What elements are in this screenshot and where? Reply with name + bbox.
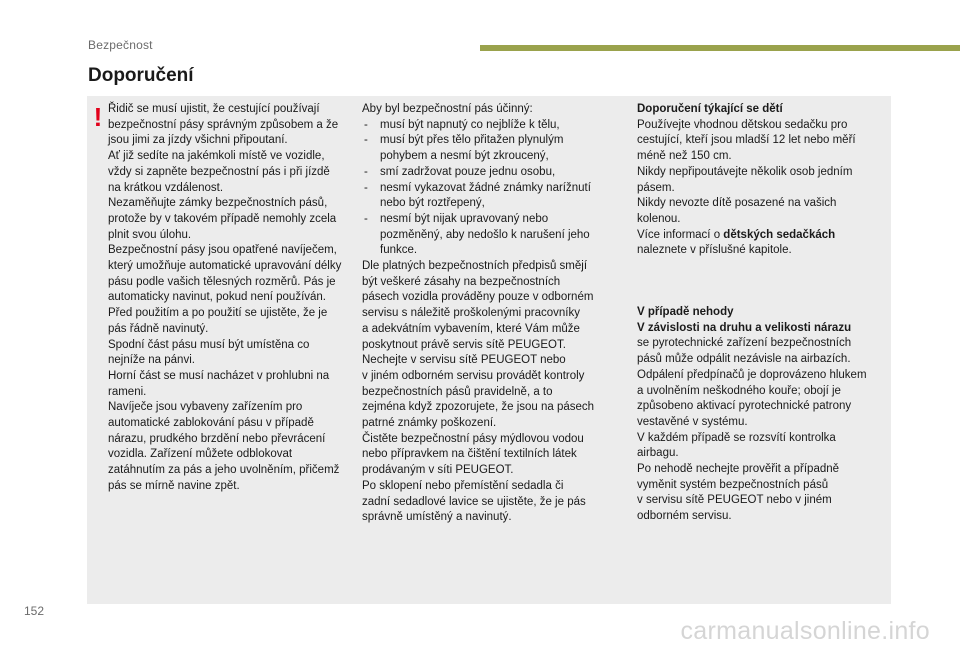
text-line: pásem.: [637, 181, 675, 194]
text-line: pásu podle vašich tělesných rozměrů. Pás je: [108, 275, 336, 288]
text-line: Před použitím a po použití se ujistěte, že je: [108, 307, 328, 320]
column-3-children: [637, 102, 882, 259]
text-line: Horní část se musí nacházet v prohlubni na: [108, 369, 330, 382]
text-line: cestující, kteří jsou mladší 12 let nebo měří: [637, 134, 856, 147]
text-line: pásů může odpálit nezávisle na airbazích.: [637, 353, 851, 366]
accident-subheading: V závislosti na druhu a velikosti nárazu: [637, 321, 852, 334]
text-line: a uvolněním neškodného kouře; obojí je: [637, 384, 841, 397]
accident-body: [637, 336, 882, 524]
text-line: pásech vozidla prováděny pouze v odborném: [362, 291, 594, 304]
list-item: - musí být přes tělo přitažen plynulým pohybem a nesmí být zkroucený,: [362, 133, 610, 164]
text-line: protože by v takovém případě nemohly zcela: [108, 212, 337, 225]
children-heading: Doporučení týkající se dětí: [637, 103, 783, 115]
children-body: [637, 118, 882, 228]
text-line: vestavěné v systému.: [637, 415, 748, 428]
page-number: 152: [24, 604, 45, 618]
text-line: nárazu, prudkého brzdění nebo převrácení: [108, 432, 326, 445]
text-line: méně než 150 cm.: [637, 150, 732, 163]
column-2-body: [362, 259, 610, 526]
text-line: pás se mírně navine zpět.: [108, 479, 240, 492]
list-item: - musí být napnutý co nejblíže k tělu,: [362, 118, 610, 134]
column-3-accident: [637, 305, 882, 525]
text-line: nebo přípravkem na čištění textilních látek: [362, 448, 577, 461]
column-2-intro: Aby byl bezpečnostní pás účinný:: [362, 103, 533, 115]
text-line: jsou jimi za jízdy všichni připoutaní.: [108, 134, 288, 147]
more-info-link-text: dětských sedačkách: [723, 228, 836, 241]
text-line: Řidič se musí ujistit, že cestující používají: [108, 103, 320, 115]
text-line: automaticky navinut, pokud není používán.: [108, 291, 327, 304]
text-line: pás řádně navinutý.: [108, 322, 209, 335]
text-line: Nikdy nevozte dítě posazené na vašich: [637, 197, 837, 210]
text-line: vždy si zapněte bezpečnostní pás i při jízdě: [108, 165, 330, 178]
text-line: prodávaným v síti PEUGEOT.: [362, 464, 514, 477]
text-line: V každém případě se rozsvítí kontrolka: [637, 431, 836, 444]
list-item: - nesmí vykazovat žádné známky narížnutí nebo být roztřepený,: [362, 181, 610, 212]
text-line: Nikdy nepřipoutávejte několik osob jedním: [637, 165, 853, 178]
text-line: bezpečnostní pásy správným způsobem a že: [108, 118, 339, 131]
text-line: servisu s náležitě proškolenými pracovníky: [362, 307, 580, 320]
text-line: v servisu sítě PEUGEOT nebo v jiném: [637, 494, 832, 507]
text-line: Odpálení předpínačů je doprovázeno hlukem: [637, 368, 867, 381]
text-line: Dle platných bezpečnostních předpisů smějí: [362, 260, 588, 273]
list-item: - nesmí být nijak upravovaný nebo pozměněný, aby nedošlo k narušení jeho funkce.: [362, 212, 610, 259]
text-line: vyměnit systém bezpečnostních pásů: [637, 478, 829, 491]
text-line: správně umístěný a navinutý.: [362, 511, 512, 524]
column-2: [362, 102, 610, 526]
text-line: se pyrotechnické zařízení bezpečnostních: [637, 337, 852, 350]
more-info-line: [637, 228, 882, 244]
text-line: airbagu.: [637, 447, 679, 460]
text-line: Po sklopení nebo přemístění sedadla či: [362, 479, 564, 492]
more-info-prefix: Více informací o: [637, 228, 724, 241]
text-line: bezpečnostních pásů pravidelně, a to: [362, 385, 553, 398]
warning-exclamation-icon: !: [93, 102, 103, 132]
text-line: Nechejte v servisu sítě PEUGEOT nebo: [362, 354, 566, 367]
requirements-list: [362, 118, 610, 259]
text-line: Po nehodě nechejte prověřit a případně: [637, 463, 840, 476]
text-line: a adekvátním vybavením, které Vám může: [362, 322, 580, 335]
text-line: automatické zablokování pásu v případě: [108, 417, 314, 430]
text-line: Ať již sedíte na jakémkoli místě ve vozidle,: [108, 150, 325, 163]
accident-heading: V případě nehody: [637, 306, 734, 318]
page-title: Doporučení: [88, 65, 194, 86]
text-line: Používejte vhodnou dětskou sedačku pro: [637, 118, 848, 131]
text-line: který umožňuje automatické upravování délky: [108, 260, 342, 273]
text-line: zatáhnutím za pás a jeho uvolněním, přičemž: [108, 464, 340, 477]
text-line: plnit svou úlohu.: [108, 228, 192, 241]
text-line: Bezpečnostní pásy jsou opatřené navíječem,: [108, 244, 337, 257]
column-1: [108, 102, 356, 495]
section-label: Bezpečnost: [88, 38, 153, 52]
text-line: způsobeno aktivací pyrotechnické patrony: [637, 400, 852, 413]
list-item: - smí zadržovat pouze jednu osobu,: [362, 165, 610, 181]
text-line: zadní sedadlové lavice se ujistěte, že je pás: [362, 495, 586, 508]
text-line: Nezaměňujte zámky bezpečnostních pásů,: [108, 197, 328, 210]
text-line: Spodní část pásu musí být umístěna co: [108, 338, 310, 351]
text-line: poskytnout právě servis sítě PEUGEOT.: [362, 338, 566, 351]
text-line: na krátkou vzdálenost.: [108, 181, 224, 194]
header-accent-bar: [480, 45, 960, 51]
text-line: v jiném odborném servisu provádět kontroly: [362, 369, 585, 382]
text-line: vozidla. Zařízení můžete odblokovat: [108, 448, 293, 461]
text-line: Navíječe jsou vybaveny zařízením pro: [108, 401, 303, 414]
text-line: zejména když zpozorujete, že jsou na pásech: [362, 401, 595, 414]
watermark: carmanualsonline.info: [680, 617, 930, 645]
text-line: být veškeré zásahy na bezpečnostních: [362, 275, 561, 288]
text-line: patrné známky poškození.: [362, 417, 497, 430]
more-info-suffix: naleznete v příslušné kapitole.: [637, 244, 792, 257]
text-line: odborném servisu.: [637, 510, 732, 523]
text-line: Čistěte bezpečnostní pásy mýdlovou vodou: [362, 432, 584, 445]
text-line: rameni.: [108, 385, 147, 398]
text-line: nejníže na pánvi.: [108, 354, 195, 367]
text-line: kolenou.: [637, 212, 681, 225]
